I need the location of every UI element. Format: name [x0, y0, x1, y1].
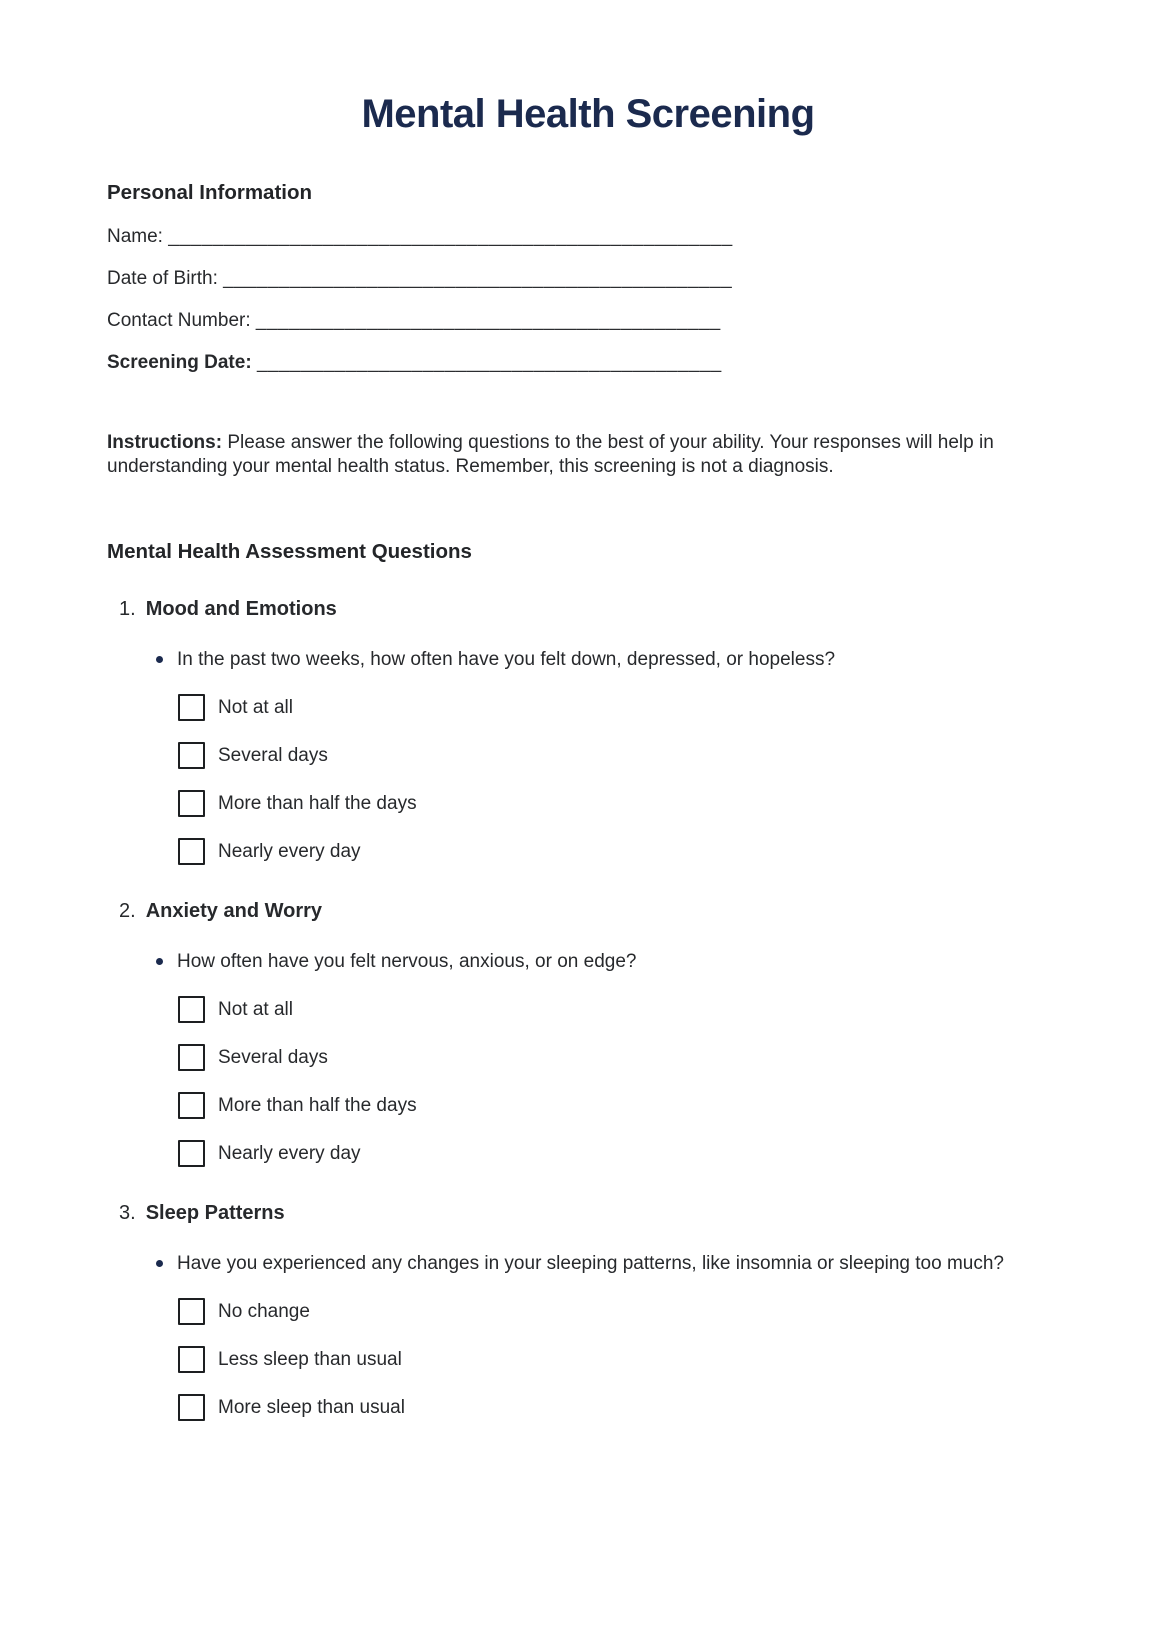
section-1-number: 1. [119, 598, 136, 620]
section-1-title: Mood and Emotions [145, 598, 337, 620]
field-row-name [107, 225, 1069, 248]
checkbox-nearly-every-day[interactable] [178, 838, 205, 865]
checkbox-more-sleep-than-usual[interactable] [178, 1394, 205, 1421]
personal-info-section [107, 181, 1069, 374]
section-2-question-text: How often have you felt nervous, anxious, or on edge? [177, 951, 637, 972]
bullet-icon [156, 656, 163, 663]
option-label: More than half the days [218, 792, 417, 814]
section-2-question [156, 948, 1049, 975]
option-label: More than half the days [218, 1094, 417, 1116]
section-1-question-text: In the past two weeks, how often have you felt down, depressed, or hopeless? [177, 649, 836, 670]
instructions-label: Instructions: [107, 432, 223, 453]
section-1-question [156, 646, 1049, 673]
option-label: Not at all [218, 696, 293, 718]
screening-date-label: Screening Date: [107, 352, 252, 373]
option-label: No change [218, 1300, 310, 1322]
section-3-title: Sleep Patterns [145, 1202, 285, 1224]
field-row-screening-date [107, 351, 1069, 374]
checkbox-no-change[interactable] [178, 1298, 205, 1325]
option-row [178, 1394, 1069, 1421]
option-label: Several days [218, 1046, 328, 1068]
bullet-icon [156, 1260, 163, 1267]
contact-number-label: Contact Number: [107, 310, 251, 331]
section-2-number: 2. [119, 900, 136, 922]
option-label: More sleep than usual [218, 1396, 405, 1418]
section-2-title: Anxiety and Worry [145, 900, 323, 922]
checkbox-less-sleep-than-usual[interactable] [178, 1346, 205, 1373]
name-label: Name: [107, 226, 163, 247]
question-section-anxiety-and-worry [107, 899, 1069, 1167]
field-row-contact [107, 309, 1069, 332]
option-label: Not at all [218, 998, 293, 1020]
section-3-question-text: Have you experienced any changes in your sleeping patterns, like insomnia or sleeping too much? [177, 1253, 1004, 1274]
assessment-heading: Mental Health Assessment Questions [107, 540, 472, 563]
section-3-question [156, 1250, 1049, 1277]
name-blank-line[interactable]: ___________________________________________________ [168, 226, 733, 247]
option-row [178, 742, 1069, 769]
option-row [178, 694, 1069, 721]
checkbox-several-days[interactable] [178, 1044, 205, 1071]
personal-info-heading: Personal Information [107, 181, 313, 204]
option-label: Nearly every day [218, 1142, 361, 1164]
option-row [178, 1346, 1069, 1373]
field-row-dob [107, 267, 1069, 290]
option-label: Less sleep than usual [218, 1348, 402, 1370]
option-row [178, 1044, 1069, 1071]
question-section-mood-and-emotions [107, 597, 1069, 865]
checkbox-nearly-every-day[interactable] [178, 1140, 205, 1167]
instructions-paragraph [107, 431, 1012, 478]
option-row [178, 838, 1069, 865]
dob-blank-line[interactable]: ______________________________________________ [223, 268, 733, 289]
instructions-text: Please answer the following questions to the best of your ability. Your responses will help in understanding your mental health status. Remember, this screening is not a diagnosis. [107, 432, 994, 477]
checkbox-more-than-half-the-days[interactable] [178, 1092, 205, 1119]
page-title: Mental Health Screening [361, 92, 815, 136]
option-row [178, 1092, 1069, 1119]
option-row [178, 790, 1069, 817]
screening-date-blank-line[interactable]: __________________________________________ [256, 352, 722, 373]
section-2-heading [119, 899, 1069, 923]
question-section-sleep-patterns [107, 1201, 1069, 1421]
option-row [178, 996, 1069, 1023]
option-row [178, 1140, 1069, 1167]
checkbox-several-days[interactable] [178, 742, 205, 769]
section-1-heading [119, 597, 1069, 621]
section-3-heading [119, 1201, 1069, 1225]
contact-number-blank-line[interactable]: __________________________________________ [255, 310, 721, 331]
checkbox-not-at-all[interactable] [178, 694, 205, 721]
option-row [178, 1298, 1069, 1325]
checkbox-more-than-half-the-days[interactable] [178, 790, 205, 817]
option-label: Nearly every day [218, 840, 361, 862]
section-3-number: 3. [119, 1202, 136, 1224]
checkbox-not-at-all[interactable] [178, 996, 205, 1023]
bullet-icon [156, 958, 163, 965]
option-label: Several days [218, 744, 328, 766]
dob-label: Date of Birth: [107, 268, 218, 289]
